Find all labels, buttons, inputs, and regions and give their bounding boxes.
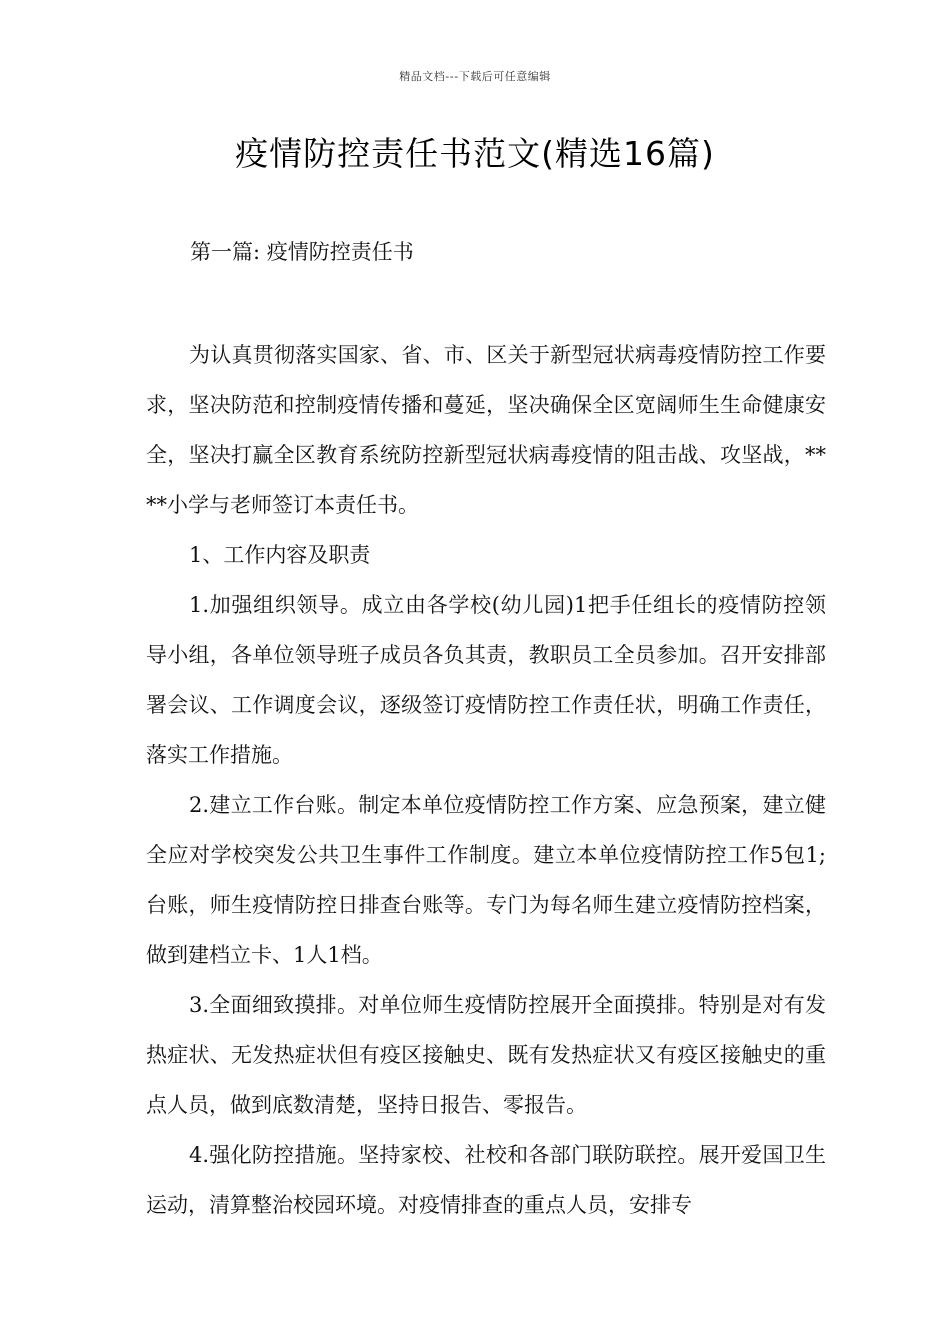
document-body [146, 330, 826, 1230]
document-title: 疫情防控责任书范文(精选16篇) [235, 134, 715, 173]
header-note: 精品文档---下载后可任意编辑 [399, 70, 551, 83]
item-paragraph-3: 3.全面细致摸排。对单位师生疫情防控展开全面摸排。特别是对有发热症状、无发热症状但有疫区接触史、既有发热症状又有疫区接触史的重点人员，做到底数清楚，坚持日报告、零报告。 [146, 993, 826, 1117]
intro-paragraph: 为认真贯彻落实国家、省、市、区关于新型冠状病毒疫情防控工作要求，坚决防范和控制疫情传播和蔓延，坚决确保全区宽阔师生生命健康安全，坚决打赢全区教育系统防控新型冠状病毒疫情的阻击战、攻坚战，****小学与老师签订本责任书。 [146, 343, 826, 517]
item-paragraph-1: 1.加强组织领导。成立由各学校(幼儿园)1把手任组长的疫情防控领导小组，各单位领导班子成员各负其责，教职员工全员参加。召开安排部署会议、工作调度会议，逐级签订疫情防控工作责任状，明确工作责任，落实工作措施。 [146, 593, 826, 767]
item-paragraph-2: 2.建立工作台账。制定本单位疫情防控工作方案、应急预案，建立健全应对学校突发公共卫生事件工作制度。建立本单位疫情防控工作5包1;台账，师生疫情防控日排查台账等。专门为每名师生建立疫情防控档案，做到建档立卡、1人1档。 [146, 793, 826, 967]
work-content-heading: 1、工作内容及职责 [189, 543, 371, 567]
section-heading: 第一篇: 疫情防控责任书 [190, 240, 414, 264]
item-paragraph-4: 4.强化防控措施。坚持家校、社校和各部门联防联控。展开爱国卫生运动，清算整治校园环境。对疫情排查的重点人员，安排专 [146, 1143, 826, 1217]
